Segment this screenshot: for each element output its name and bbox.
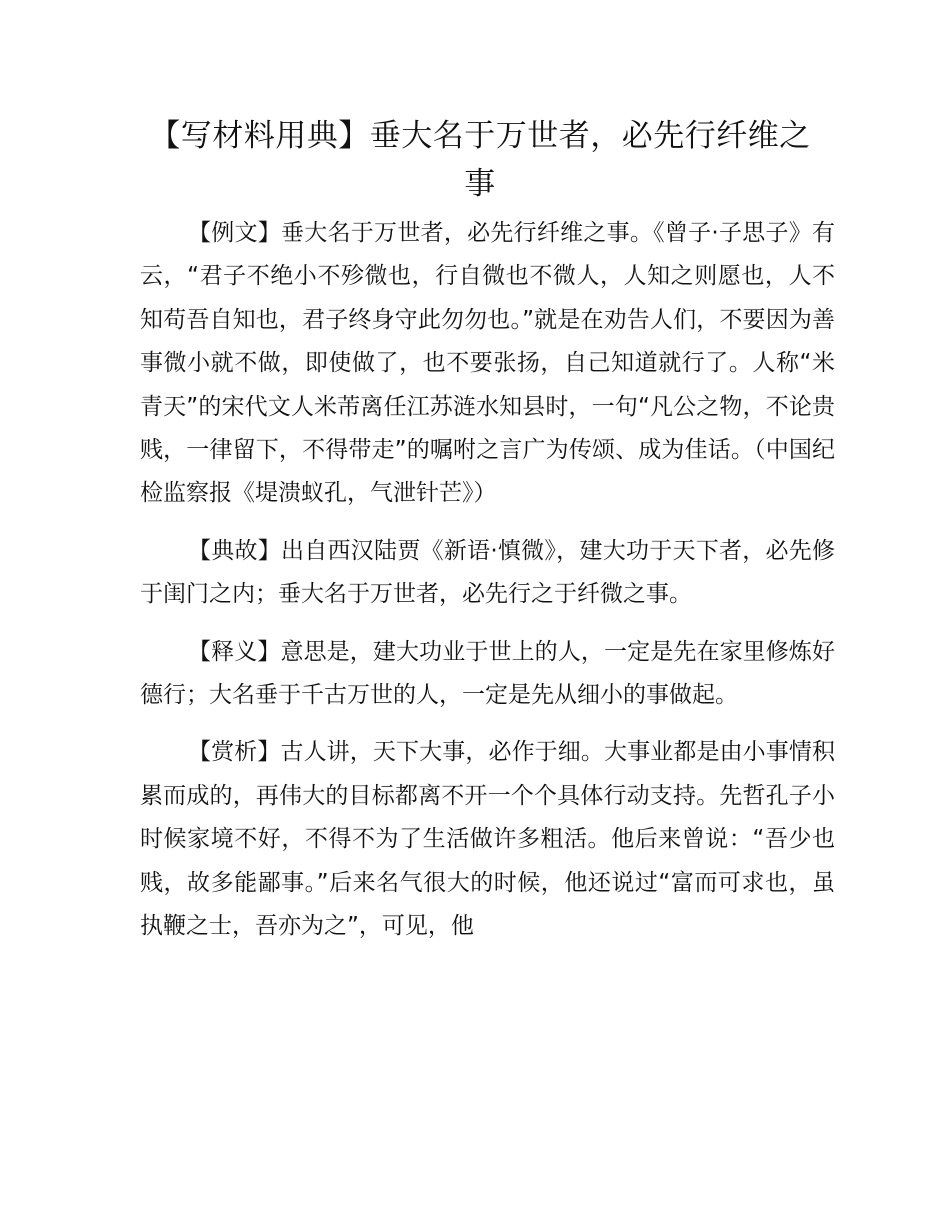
paragraph-text: 古人讲，天下大事，必作于细。大事业都是由小事情积累而成的，再伟大的目标都离不开一个个具体行动支持。先哲孔子小时候家境不好，不得不为了生活做许多粗活。他后来曾说：“吾少也贱，故多能鄙事。”后来名气很大的时候，他还说过“富而可求也，虽执鞭之士，吾亦为之”，可见，他: [140, 739, 836, 940]
paragraph-tag: 【典故】: [188, 537, 282, 564]
document-body: [140, 212, 835, 963]
paragraph-tag: 【释义】: [188, 638, 281, 665]
paragraph-meaning: [140, 631, 835, 718]
paragraph-tag: 【例文】: [188, 220, 282, 246]
paragraph-text: 出自西汉陆贾《新语·慎微》，建大功于天下者，必先修于闺门之内；垂大名于万世者，必先行之于纤微之事。: [140, 537, 836, 608]
paragraph-text: 意思是，建大功业于世上的人，一定是先在家里修炼好德行；大名垂于千古万世的人，一定是先从细小的事做起。: [140, 638, 836, 709]
paragraph-analysis: [140, 731, 835, 948]
document-title: 【写材料用典】垂大名于万世者，必先行纤维之事: [149, 118, 811, 202]
paragraph-text: 垂大名于万世者，必先行纤维之事。《曾子·子思子》有云，“君子不绝小不殄微也，行自微也不微人，人知之则愿也，人不知苟吾自知也，君子终身守此勿勿也。”就是在劝告人们，不要因为善事微小就不做，即使做了，也不要张扬，自己知道就行了。人称“米青天”的宋代文人米芾离任江苏涟水知县时，一句“凡公之物，不论贵贱，一律留下，不得带走”的嘱咐之言广为传颂、成为佳话。（中国纪检监察报《堤溃蚁孔，气泄针芒》）: [140, 220, 836, 507]
paragraph-allusion: [140, 530, 835, 617]
paragraph-example: [140, 212, 835, 516]
paragraph-tag: 【赏析】: [188, 739, 281, 766]
